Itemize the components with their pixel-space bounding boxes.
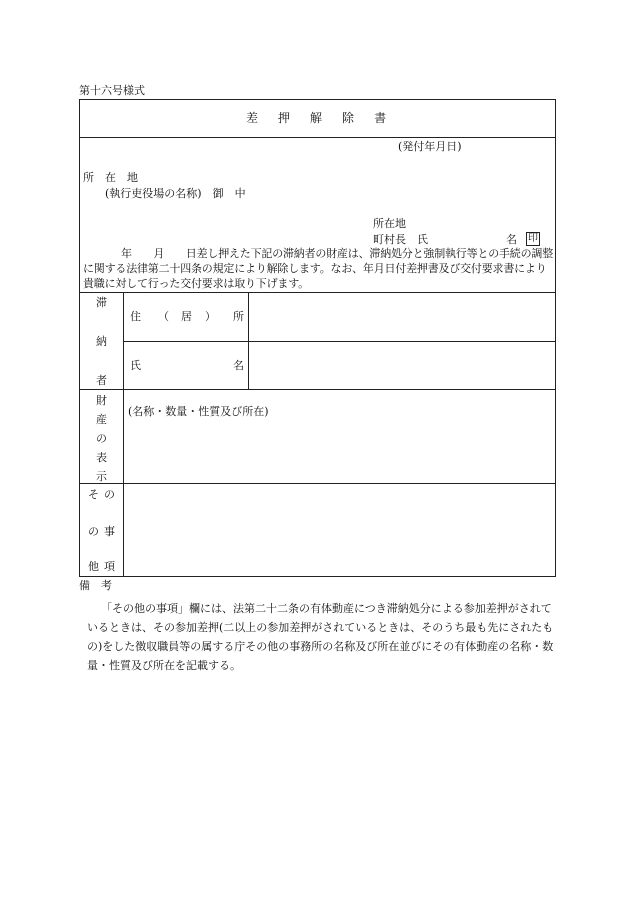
- title-char: 除: [342, 111, 355, 125]
- remarks-heading: 備 考: [79, 579, 112, 592]
- label-char: の: [88, 525, 99, 538]
- title-char: 差: [246, 111, 259, 125]
- document-title: [236, 112, 396, 124]
- divider: [79, 483, 556, 484]
- title-char: 解: [310, 111, 323, 125]
- issue-date: (発付年月日): [398, 140, 462, 153]
- divider: [79, 137, 556, 138]
- label-char: 項: [104, 560, 115, 573]
- remarks-text: 「その他の事項」欄には、法第二十二条の有体動産につき滞納処分による参加差押がされているときは、その参加差押(二以上の参加差押がされているときは、そのうち最も先にされたもの)をした徴収職員等の属する庁その他の事務所の名称及び所在並びにその有体動産の名称・数量・性質及び所在を記載する。: [87, 602, 554, 672]
- label-char: 財: [96, 394, 107, 407]
- label-char: 者: [96, 374, 107, 387]
- property-hint: (名称・数量・性質及び所在): [128, 405, 269, 418]
- addressee-office: (執行吏役場の名称) 御 中: [105, 187, 246, 200]
- label-char: そ: [88, 488, 99, 501]
- body-paragraph: 年 月 日差し押えた下記の滞納者の財産は、滞納処分と強制執行等との手続の調整に関する法律第二十四条の規定により解除します。なお、年月日付差押書及び交付要求書により貴職に対して行った交付要求は取り下げます。: [83, 247, 553, 290]
- label-char: の: [96, 432, 107, 445]
- label-char: 氏: [130, 359, 141, 372]
- divider: [79, 389, 556, 390]
- seal-mark: 印: [528, 233, 538, 244]
- title-char: 書: [374, 111, 387, 125]
- issuer-name-label: 町村長 氏: [373, 233, 428, 246]
- issuer-location-label: 所在地: [373, 217, 406, 230]
- label-char: 住: [130, 310, 141, 323]
- label-char: の: [104, 488, 115, 501]
- label-char: 産: [96, 413, 107, 426]
- form-number: 第十六号様式: [79, 84, 145, 97]
- address-label: 所 在 地: [83, 171, 138, 184]
- label-char: 滞: [96, 296, 107, 309]
- label-char: 示: [96, 470, 107, 483]
- title-char: 押: [278, 111, 291, 125]
- form-frame: [79, 99, 556, 577]
- label-char: 納: [96, 335, 107, 348]
- divider: [123, 292, 124, 577]
- issuer-name-suffix: 名: [506, 233, 517, 246]
- label-char: 表: [96, 451, 107, 464]
- label-char: （: [158, 310, 169, 323]
- label-char: 所: [233, 310, 244, 323]
- label-char: ）: [205, 310, 216, 323]
- divider: [248, 292, 249, 389]
- divider: [123, 341, 556, 342]
- divider: [79, 292, 556, 293]
- label-char: 他: [88, 560, 99, 573]
- label-char: 名: [233, 359, 244, 372]
- label-char: 居: [181, 310, 192, 323]
- label-char: 事: [104, 525, 115, 538]
